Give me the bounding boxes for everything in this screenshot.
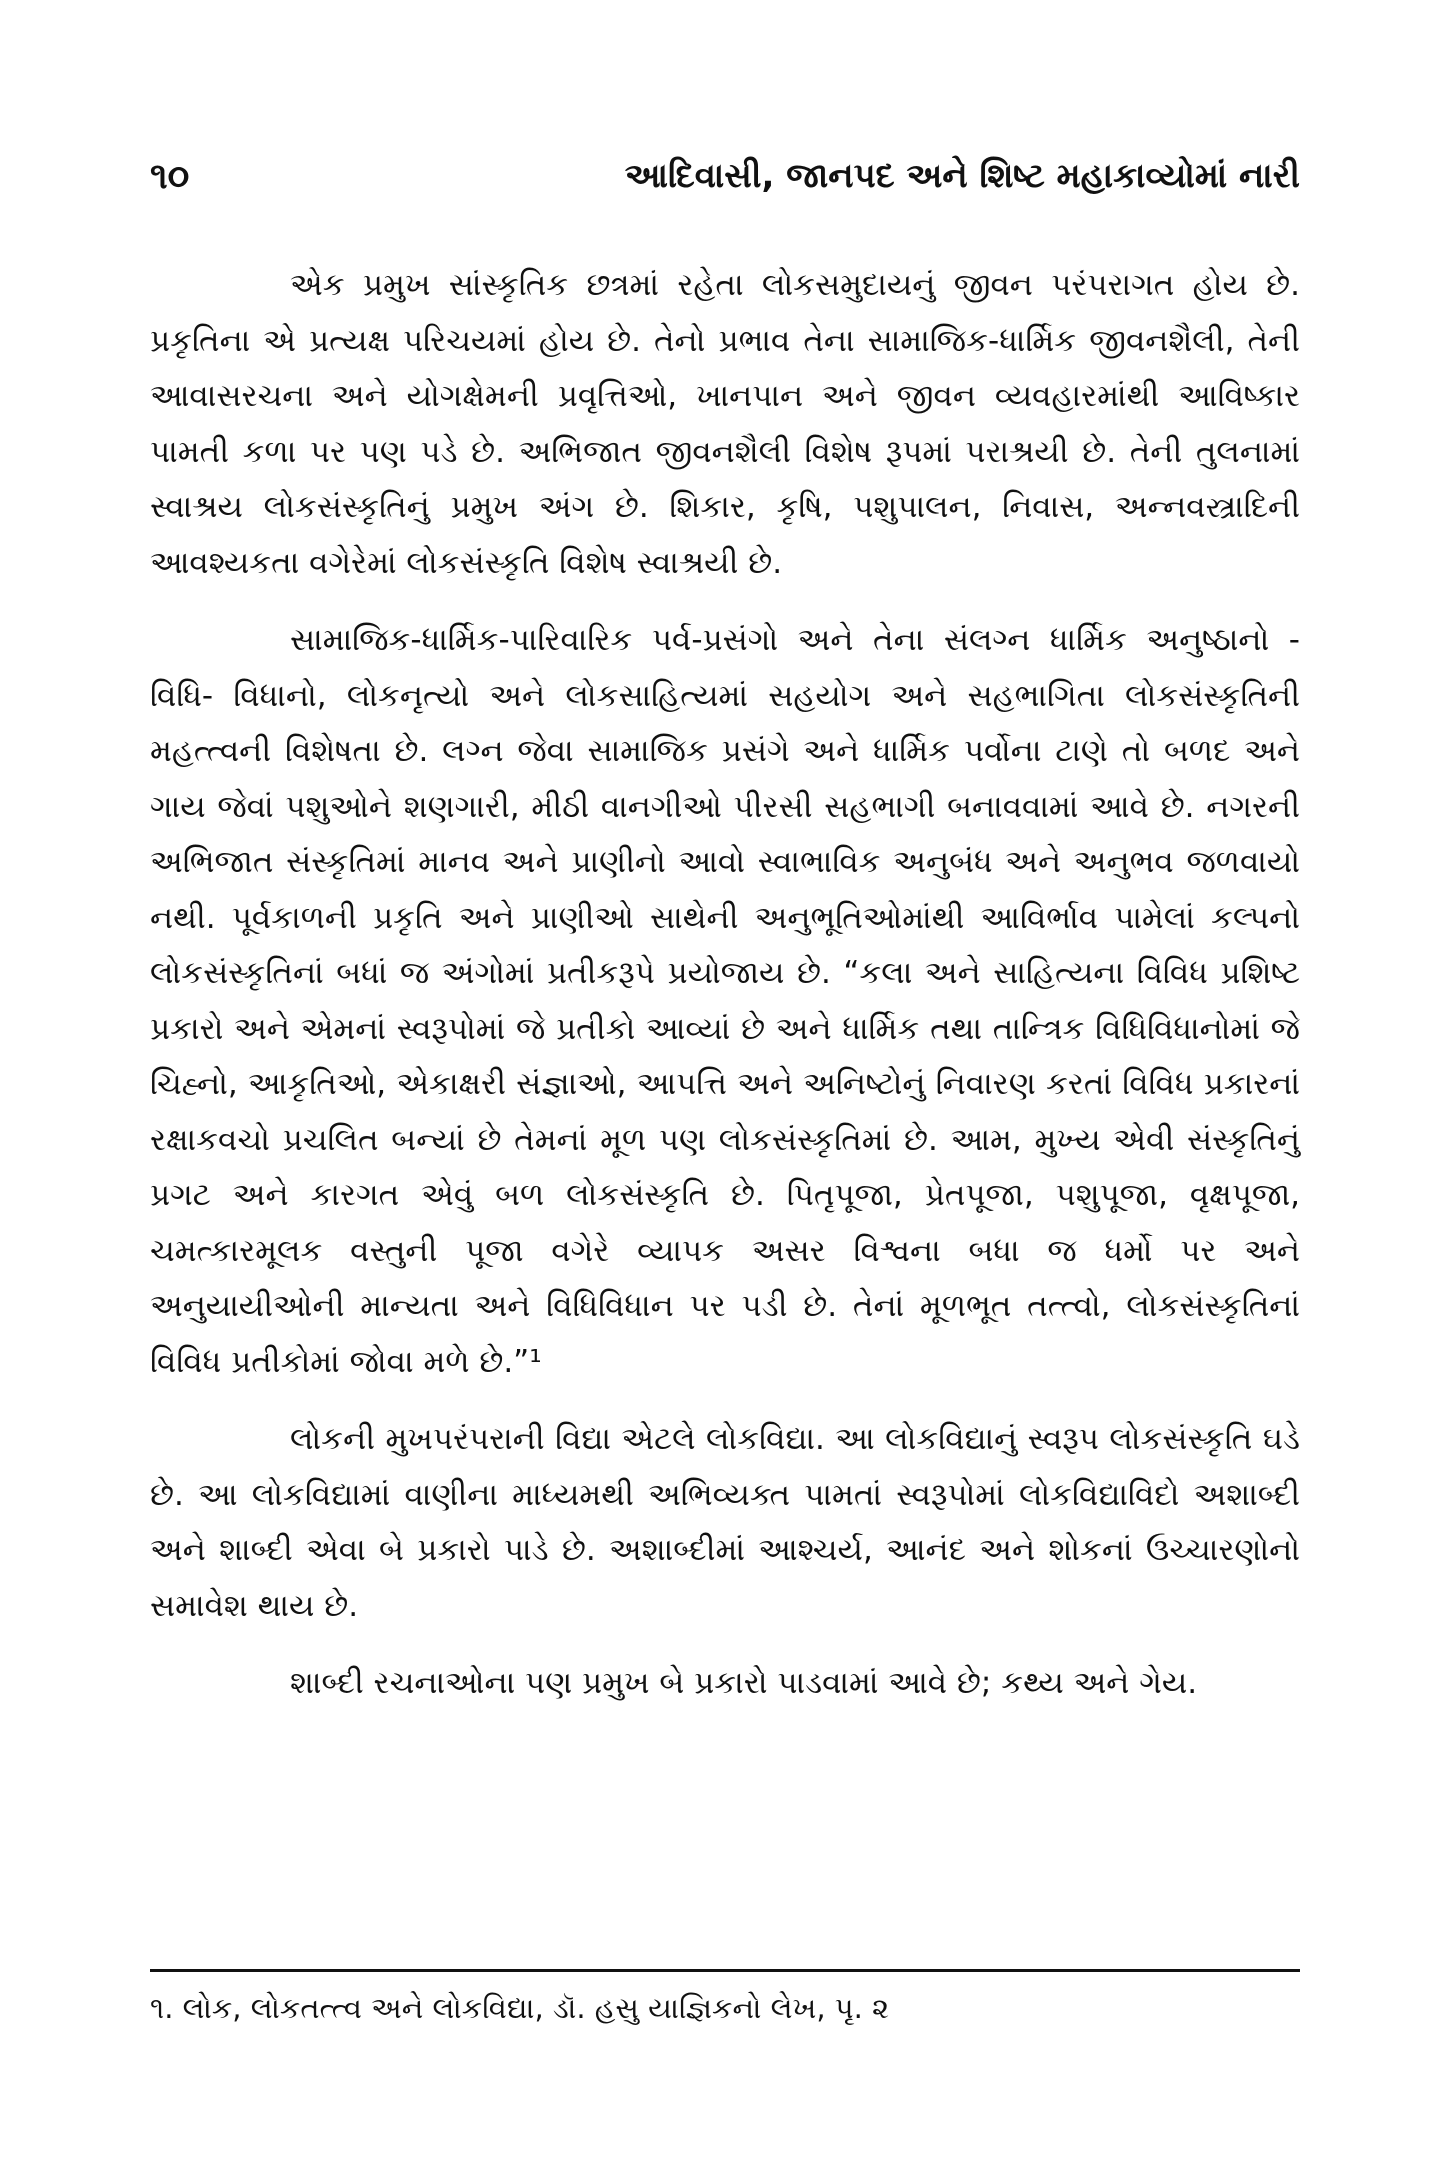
page-number: ૧૦: [150, 156, 190, 197]
footnote: ૧. લોક, લોકતત્ત્વ અને લોકવિદ્યા, ડૉ. હસુ યાજ્ઞિકનો લેખ, પૃ. ૨: [150, 1991, 890, 2025]
page-header: [150, 150, 1300, 220]
paragraph-2: સામાજિક-ધાર્મિક-પારિવારિક પર્વ-પ્રસંગો અને તેના સંલગ્ન ધાર્મિક અનુષ્ઠાનો - વિધિ- વિધાનો, લોકનૃત્યો અને લોકસાહિત્યમાં સહયોગ અને સહભાગિતા લોકસંસ્કૃતિની મહત્ત્વની વિશેષતા છે. લગ્ન જેવા સામાજિક પ્રસંગે અને ધાર્મિક પર્વોના ટાણે તો બળદ અને ગાય જેવાં પશુઓને શણગારી, મીઠી વાનગીઓ પીરસી સહભાગી બનાવવામાં આવે છે. નગરની અભિજાત સંસ્કૃતિમાં માનવ અને પ્રાણીનો આવો સ્વાભાવિક અનુબંધ અને અનુભવ જળવાયો નથી. પૂર્વકાળની પ્રકૃતિ અને પ્રાણીઓ સાથેની અનુભૂતિઓમાંથી આવિર્ભાવ પામેલાં કલ્પનો લોકસંસ્કૃતિનાં બધાં જ અંગોમાં પ્રતીકરૂપે પ્રયોજાય છે. “કલા અને સાહિત્યના વિવિધ પ્રશિષ્ટ પ્રકારો અને એમનાં સ્વરૂપોમાં જે પ્રતીકો આવ્યાં છે અને ધાર્મિક તથા તાન્ત્રિક વિધિવિધાનોમાં જે ચિહ્નો, આકૃતિઓ, એકાક્ષરી સંજ્ઞાઓ, આપત્તિ અને અનિષ્ટોનું નિવારણ કરતાં વિવિધ પ્રકારનાં રક્ષાકવચો પ્રચલિત બન્યાં છે તેમનાં મૂળ પણ લોકસંસ્કૃતિમાં છે. આમ, મુખ્ય એવી સંસ્કૃતિનું પ્રગટ અને કારગત એવું બળ લોકસંસ્કૃતિ છે. પિતૃપૂજા, પ્રેતપૂજા, પશુપૂજા, વૃક્ષપૂજા, ચમત્કારમૂલક વસ્તુની પૂજા વગેરે વ્યાપક અસર વિશ્વના બધા જ ધર્મો પર અને અનુયાયીઓની માન્યતા અને વિધિવિધાન પર પડી છે. તેનાં મૂળભૂત તત્ત્વો, લોકસંસ્કૃતિનાં વિવિધ પ્રતીકોમાં જોવા મળે છે.”¹: [150, 622, 1300, 1380]
paragraph-3: લોકની મુખપરંપરાની વિદ્યા એટલે લોકવિદ્યા. આ લોકવિદ્યાનું સ્વરૂપ લોકસંસ્કૃતિ ઘડે છે. આ લોકવિદ્યામાં વાણીના માધ્યમથી અભિવ્યક્ત પામતાં સ્વરૂપોમાં લોકવિદ્યાવિદો અશાબ્દી અને શાબ્દી એવા બે પ્રકારો પાડે છે. અશાબ્દીમાં આશ્ચર્ય, આનંદ અને શોકનાં ઉચ્ચારણોનો સમાવેશ થાય છે.: [150, 1421, 1300, 1624]
footnote-divider: [150, 1969, 1300, 1972]
paragraph-1: એક પ્રમુખ સાંસ્કૃતિક છત્રમાં રહેતા લોકસમુદાયનું જીવન પરંપરાગત હોય છે. પ્રકૃતિના એ પ્રત્યક્ષ પરિચયમાં હોય છે. તેનો પ્રભાવ તેના સામાજિક-ધાર્મિક જીવનશૈલી, તેની આવાસરચના અને યોગક્ષેમની પ્રવૃત્તિઓ, ખાનપાન અને જીવન વ્યવહારમાંથી આવિષ્કાર પામતી કળા પર પણ પડે છે. અભિજાત જીવનશૈલી વિશેષ રૂપમાં પરાશ્રયી છે. તેની તુલનામાં સ્વાશ્રય લોકસંસ્કૃતિનું પ્રમુખ અંગ છે. શિકાર, કૃષિ, પશુપાલન, નિવાસ, અન્નવસ્ત્રાદિની આવશ્યકતા વગેરેમાં લોકસંસ્કૃતિ વિશેષ સ્વાશ્રયી છે.: [150, 267, 1300, 581]
body-text: [150, 258, 1300, 1712]
paragraph-4: શાબ્દી રચનાઓના પણ પ્રમુખ બે પ્રકારો પાડવામાં આવે છે; કથ્ય અને ગેય.: [290, 1665, 1198, 1701]
running-title: આદિવાસી, જાનપદ અને શિષ્ટ મહાકાવ્યોમાં નારી: [624, 156, 1300, 196]
